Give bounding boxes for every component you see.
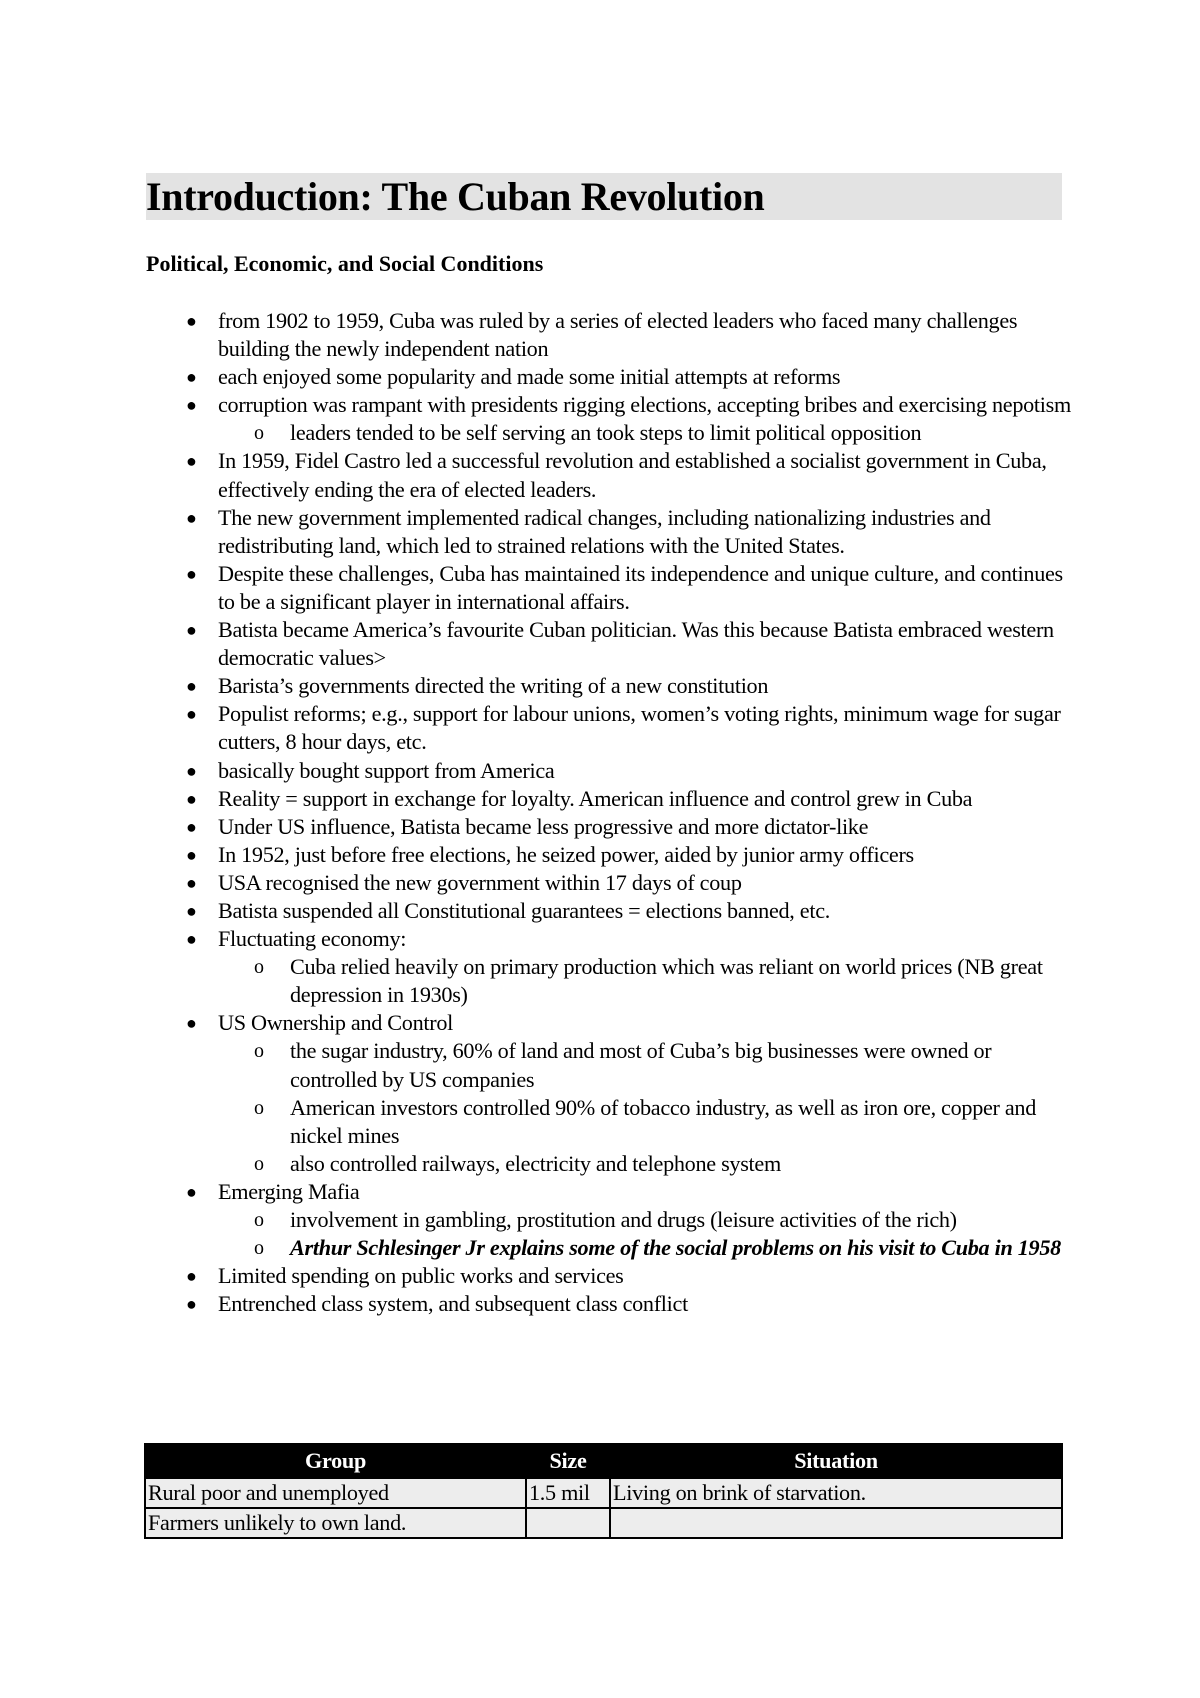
list-item bbox=[146, 672, 1071, 700]
list-item bbox=[146, 560, 1071, 616]
list-item-text: In 1952, just before free elections, he seized power, aided by junior army officers bbox=[218, 841, 914, 867]
sub-list-item-text: Cuba relied heavily on primary production which was reliant on world prices (NB great depression in 1930s) bbox=[290, 954, 1043, 1008]
sub-list-item bbox=[216, 419, 1071, 447]
list-item bbox=[146, 616, 1071, 672]
bullet-icon: ● bbox=[186, 704, 197, 725]
list-item-text: Fluctuating economy: bbox=[218, 926, 407, 952]
bullet-icon: ● bbox=[186, 900, 197, 921]
sub-list-item bbox=[216, 1234, 1071, 1262]
table-cell bbox=[610, 1508, 1062, 1538]
list-item bbox=[146, 1290, 1071, 1318]
list-item-text: USA recognised the new government within 17 days of coup bbox=[218, 869, 742, 895]
list-item-text: The new government implemented radical changes, including nationalizing industries and redistributing land, which led to strained relations with the United States. bbox=[218, 504, 991, 558]
table-cell: 1.5 mil bbox=[526, 1478, 610, 1508]
bullet-icon: ● bbox=[186, 760, 197, 781]
list-item-text: Reality = support in exchange for loyalty. American influence and control grew in Cuba bbox=[218, 785, 973, 811]
bullet-content bbox=[146, 307, 1071, 1318]
bullet-icon: ● bbox=[186, 1266, 197, 1287]
bullet-icon: ● bbox=[186, 844, 197, 865]
bullet-icon: ● bbox=[186, 1013, 197, 1034]
bullet-icon: ● bbox=[186, 816, 197, 837]
list-item bbox=[146, 447, 1071, 503]
list-item-text: Barista’s governments directed the writing of a new constitution bbox=[218, 673, 769, 699]
sub-list bbox=[218, 419, 1071, 447]
page-title: Introduction: The Cuban Revolution bbox=[146, 174, 765, 219]
list-item-text: Populist reforms; e.g., support for labour unions, women’s voting rights, minimum wage for sugar cutters, 8 hour days, etc. bbox=[218, 701, 1061, 755]
bullet-icon: ● bbox=[186, 676, 197, 697]
table-cell: Rural poor and unemployed bbox=[145, 1478, 526, 1508]
sub-bullet-icon: o bbox=[254, 956, 264, 979]
list-item-text: basically bought support from America bbox=[218, 757, 555, 783]
list-item-text: Under US influence, Batista became less progressive and more dictator-like bbox=[218, 813, 869, 839]
bullet-icon: ● bbox=[186, 507, 197, 528]
bullet-list bbox=[146, 307, 1071, 1318]
bullet-icon: ● bbox=[186, 451, 197, 472]
sub-bullet-icon: o bbox=[254, 1040, 264, 1063]
bullet-icon: ● bbox=[186, 620, 197, 641]
list-item bbox=[146, 841, 1071, 869]
sub-bullet-icon: o bbox=[254, 1209, 264, 1231]
bullet-icon: ● bbox=[186, 367, 197, 388]
bullet-icon: ● bbox=[186, 1181, 197, 1202]
list-item bbox=[146, 391, 1071, 447]
list-item bbox=[146, 700, 1071, 756]
list-item-text: Despite these challenges, Cuba has maintained its independence and unique culture, and continues to be a significant player in international affairs. bbox=[218, 560, 1063, 614]
list-item bbox=[146, 307, 1071, 363]
sub-bullet-icon: o bbox=[254, 1152, 264, 1175]
bullet-icon: ● bbox=[186, 872, 197, 893]
list-item-text: from 1902 to 1959, Cuba was ruled by a series of elected leaders who faced many challenges building the newly independent nation bbox=[218, 308, 1018, 362]
column-header-size: Size bbox=[526, 1444, 610, 1478]
bullet-icon: ● bbox=[186, 395, 197, 416]
bullet-icon: ● bbox=[186, 788, 197, 809]
bullet-icon: ● bbox=[186, 929, 197, 950]
list-item-text: Batista became America’s favourite Cuban politician. Was this because Batista embraced western democratic values> bbox=[218, 617, 1054, 671]
list-item bbox=[146, 757, 1071, 785]
sub-list-item bbox=[216, 953, 1071, 1009]
sub-list-item-text: involvement in gambling, prostitution and drugs (leisure activities of the rich) bbox=[290, 1207, 957, 1232]
list-item-text: each enjoyed some popularity and made some initial attempts at reforms bbox=[218, 364, 841, 390]
list-item bbox=[146, 813, 1071, 841]
sub-list-item bbox=[216, 1150, 1071, 1178]
table-cell: Living on brink of starvation. bbox=[610, 1478, 1062, 1508]
table-row bbox=[145, 1478, 1062, 1508]
sub-list-item-text: leaders tended to be self serving an took steps to limit political opposition bbox=[290, 420, 922, 446]
sub-list bbox=[218, 953, 1071, 1009]
bullet-icon: ● bbox=[186, 311, 197, 331]
sub-bullet-icon: o bbox=[254, 422, 264, 445]
table-header-row bbox=[145, 1444, 1062, 1478]
sub-list-item-text: American investors controlled 90% of tobacco industry, as well as iron ore, copper and nickel mines bbox=[290, 1094, 1037, 1148]
sub-bullet-icon: o bbox=[254, 1237, 264, 1260]
list-item bbox=[146, 363, 1071, 391]
table-cell bbox=[526, 1508, 610, 1538]
section-heading: Political, Economic, and Social Conditions bbox=[146, 251, 544, 276]
table-row bbox=[145, 1508, 1062, 1538]
sub-list-item bbox=[216, 1206, 1071, 1234]
table-cell: Farmers unlikely to own land. bbox=[145, 1508, 526, 1538]
list-item bbox=[146, 1178, 1071, 1262]
list-item bbox=[146, 925, 1071, 1009]
list-item-text: Entrenched class system, and subsequent class conflict bbox=[218, 1291, 688, 1317]
bullet-icon: ● bbox=[186, 563, 197, 584]
list-item-text: Batista suspended all Constitutional guarantees = elections banned, etc. bbox=[218, 897, 831, 923]
sub-list-item-text: the sugar industry, 60% of land and most of Cuba’s big businesses were owned or controlled by US companies bbox=[290, 1038, 992, 1092]
class-groups-table bbox=[144, 1443, 1063, 1539]
bullet-icon: ● bbox=[186, 1294, 197, 1315]
sub-list-item bbox=[216, 1037, 1071, 1093]
sub-list bbox=[218, 1037, 1071, 1177]
emphasized-sub-list-item-text: Arthur Schlesinger Jr explains some of the social problems on his visit to Cuba in 1958 bbox=[290, 1235, 1061, 1261]
list-item bbox=[146, 504, 1071, 560]
list-item bbox=[146, 1262, 1071, 1290]
sub-list bbox=[218, 1206, 1071, 1262]
list-item-text: US Ownership and Control bbox=[218, 1010, 453, 1036]
list-item-text: corruption was rampant with presidents rigging elections, accepting bribes and exercising nepotism bbox=[218, 392, 1071, 418]
column-header-group: Group bbox=[145, 1444, 526, 1478]
sub-list-item-text: also controlled railways, electricity and telephone system bbox=[290, 1150, 781, 1176]
sub-list-item bbox=[216, 1094, 1071, 1150]
list-item bbox=[146, 785, 1071, 813]
list-item bbox=[146, 1009, 1071, 1178]
list-item-text: Limited spending on public works and services bbox=[218, 1263, 624, 1289]
list-item-text: In 1959, Fidel Castro led a successful revolution and established a socialist government in Cuba, effectively ending the era of elected leaders. bbox=[218, 448, 1047, 502]
sub-bullet-icon: o bbox=[254, 1096, 264, 1119]
list-item bbox=[146, 897, 1071, 925]
list-item bbox=[146, 869, 1071, 897]
column-header-situation: Situation bbox=[610, 1444, 1062, 1478]
list-item-text: Emerging Mafia bbox=[218, 1178, 360, 1204]
